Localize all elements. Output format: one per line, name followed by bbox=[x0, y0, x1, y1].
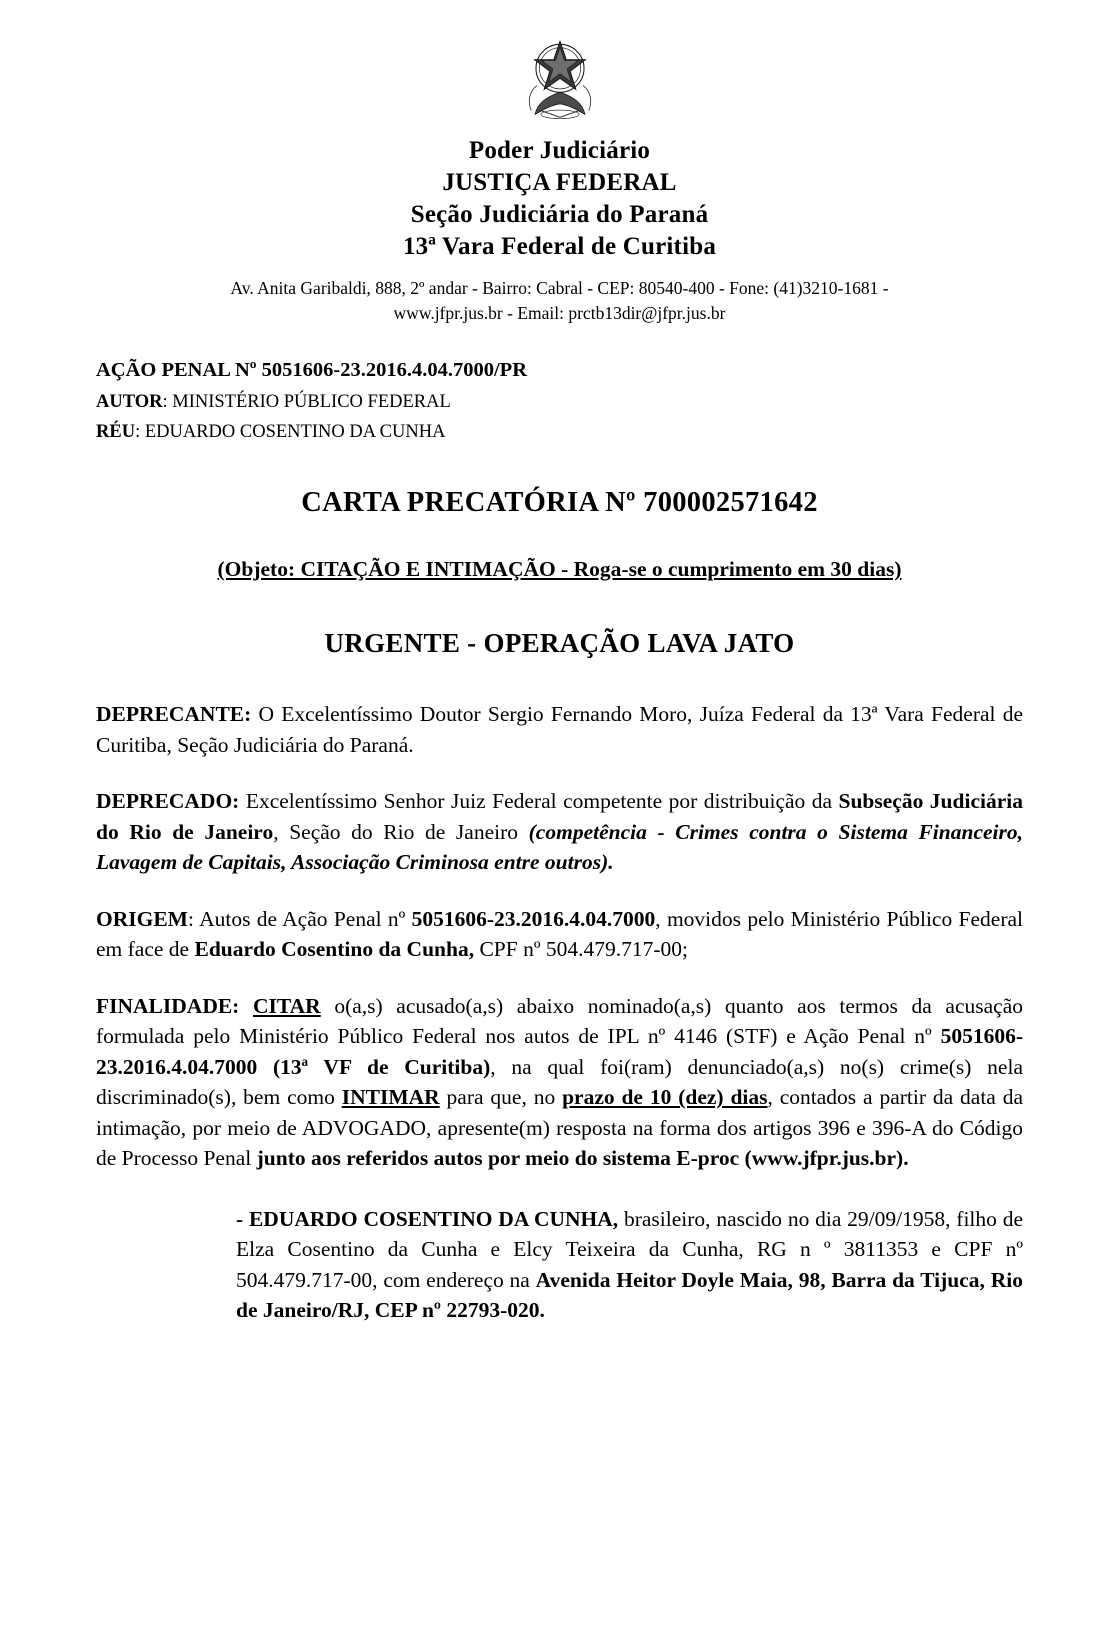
court-header bbox=[96, 135, 1023, 263]
accused-text: brasileiro, nascido no dia 29/09/1958, filho de Elza Cosentino da Cunha e Elcy Teixeira da Cunha, RG n º 3811353 e CPF nº 504.479.717-00, com endereço na bbox=[236, 1206, 1023, 1292]
address-line-2: www.jfpr.jus.br - Email: prctb13dir@jfpr.jus.br bbox=[393, 303, 726, 324]
page-title: CARTA PRECATÓRIA Nº 700002571642 bbox=[301, 487, 818, 518]
deprecado-text-2: , Seção do Rio de Janeiro bbox=[273, 819, 529, 844]
deprecado-label: DEPRECADO: bbox=[96, 789, 240, 814]
accused-name: - EDUARDO COSENTINO DA CUNHA, bbox=[236, 1206, 619, 1231]
deprecante-label: DEPRECANTE: bbox=[96, 702, 252, 726]
accused-details bbox=[96, 1204, 1023, 1326]
header-line-vara-federal: 13ª Vara Federal de Curitiba bbox=[402, 233, 717, 260]
origem-case-number: 5051606-23.2016.4.04.7000 bbox=[411, 906, 656, 931]
brazil-coat-of-arms-icon bbox=[512, 28, 608, 124]
deprecado-competencia: (competência - Crimes contra o Sistema Financeiro, Lavagem de Capitais, Associação Criminosa entre outros). bbox=[96, 819, 1023, 875]
address-line-1: Av. Anita Garibaldi, 888, 2º andar - Bairro: Cabral - CEP: 80540-400 - Fone: (41)3210-1681 - bbox=[230, 278, 889, 298]
section-finalidade bbox=[96, 991, 1023, 1174]
finalidade-case-number: 5051606-23.2016.4.04.7000 (13ª VF de Curitiba) bbox=[96, 1024, 1023, 1079]
section-deprecante bbox=[96, 699, 1023, 760]
finalidade-text-3: para que, no bbox=[439, 1085, 563, 1110]
case-author-value: : MINISTÉRIO PÚBLICO FEDERAL bbox=[162, 391, 451, 412]
finalidade-intimar: INTIMAR bbox=[341, 1085, 440, 1110]
case-defendant-label: RÉU bbox=[96, 422, 136, 443]
finalidade-text-2: , na qual foi(ram) denunciado(a,s) no(s) crime(s) nela discriminado(s), bem como bbox=[96, 1054, 1023, 1110]
finalidade-prazo: prazo de 10 (dez) dias bbox=[562, 1085, 768, 1110]
section-deprecado bbox=[96, 786, 1023, 878]
deprecado-text-1: Excelentíssimo Senhor Juiz Federal competente por distribuição da bbox=[239, 789, 839, 814]
crest-container bbox=[96, 28, 1023, 129]
case-info-block bbox=[96, 355, 1023, 447]
document-urgent-banner: URGENTE - OPERAÇÃO LAVA JATO bbox=[324, 628, 795, 658]
origem-label: ORIGEM bbox=[96, 906, 188, 931]
court-address bbox=[96, 276, 1023, 327]
deprecado-subsecao: Subseção Judiciária do Rio de Janeiro bbox=[96, 789, 1023, 844]
case-defendant bbox=[96, 419, 1023, 447]
finalidade-label: FINALIDADE: bbox=[96, 993, 240, 1018]
case-author bbox=[96, 389, 1023, 417]
case-number: AÇÃO PENAL Nº 5051606-23.2016.4.04.7000/PR bbox=[96, 358, 528, 381]
header-line-poder-judiciario: Poder Judiciário bbox=[468, 137, 651, 164]
case-author-label: AUTOR bbox=[96, 391, 163, 412]
finalidade-text-4: , contados a partir da data da intimação, por meio de ADVOGADO, apresente(m) resposta na forma dos artigos 396 e 396-A do Código de Processo Penal bbox=[96, 1085, 1024, 1171]
header-line-secao-judiciaria: Seção Judiciária do Paraná bbox=[410, 201, 709, 228]
header-line-justica-federal: JUSTIÇA FEDERAL bbox=[442, 169, 677, 196]
origem-text-2: , movidos pelo Ministério Público Federal em face de bbox=[96, 906, 1023, 962]
finalidade-citar: CITAR bbox=[252, 993, 321, 1018]
origem-text-3: CPF nº 504.479.717-00; bbox=[474, 937, 689, 962]
finalidade-eproc: junto aos referidos autos por meio do sistema E-proc (www.jfpr.jus.br). bbox=[256, 1146, 909, 1171]
deprecante-text: O Excelentíssimo Doutor Sergio Fernando Moro, Juíza Federal da 13ª Vara Federal de Curitiba, Seção Judiciária do Paraná. bbox=[96, 702, 1023, 757]
section-origem bbox=[96, 904, 1023, 965]
document-subject: (Objeto: CITAÇÃO E INTIMAÇÃO - Roga-se o cumprimento em 30 dias) bbox=[217, 557, 902, 581]
finalidade-text-1: o(a,s) acusado(a,s) abaixo nominado(a,s) quanto aos termos da acusação formulada pelo Ministério Público Federal nos autos de IPL nº 4146 (STF) e Ação Penal nº bbox=[96, 993, 1024, 1049]
accused-address: Avenida Heitor Doyle Maia, 98, Barra da Tijuca, Rio de Janeiro/RJ, CEP nº 22793-020. bbox=[236, 1267, 1023, 1323]
case-defendant-value: : EDUARDO COSENTINO DA CUNHA bbox=[135, 422, 446, 443]
origem-defendant-name: Eduardo Cosentino da Cunha, bbox=[194, 937, 475, 962]
origem-text-1: : Autos de Ação Penal nº bbox=[187, 906, 412, 931]
